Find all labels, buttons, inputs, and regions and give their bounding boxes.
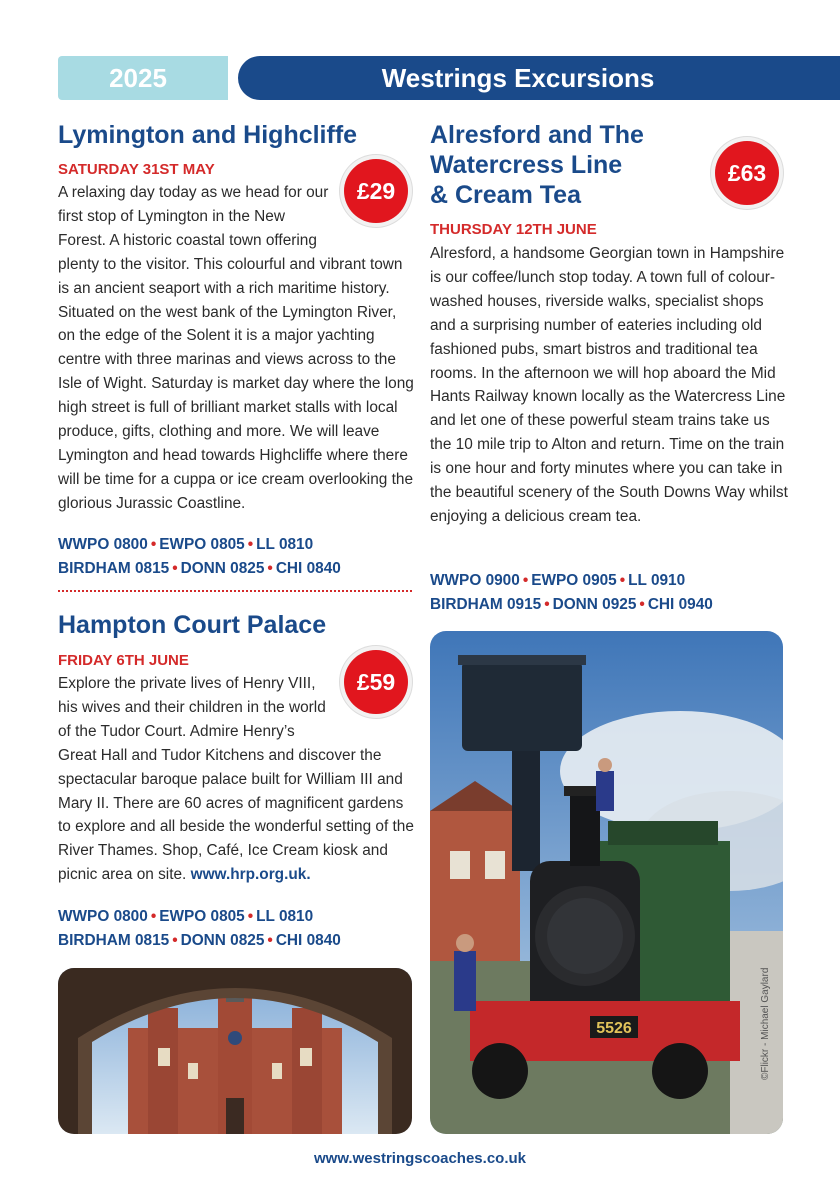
pickup-row: WWPO 0800 • EWPO 0805 • LL 0810 [58, 908, 314, 925]
photo-credit: ©Flickr - Michael Gaylard [760, 967, 771, 1080]
pickup-row: WWPO 0900 • EWPO 0905 • LL 0910 [430, 572, 686, 589]
pickup-stop: DONN 0925 [552, 596, 637, 613]
pickup-stop: CHI 0840 [275, 932, 341, 949]
trip-description-hampton-court [58, 672, 414, 887]
pickup-row: WWPO 0800 • EWPO 0805 • LL 0810 [58, 536, 314, 553]
pickup-stop: LL 0810 [256, 536, 314, 553]
trip-date-hampton-court: FRIDAY 6TH JUNE [58, 652, 189, 669]
hrp-link[interactable]: www.hrp.org.uk. [190, 866, 311, 884]
description-text: Explore the private lives of Henry VIII, his wives and their children in the world of the Tudor Court. Admire Henry’s Great Hall and Tudor Kitchens and discover the spectacular baroque palace built for William III and Mary II. There are 60 acres of magnificent gardens to explore and all beside the wonderful setting of the River Thames. Shop, Café, Ice Cream kiosk and picnic area on site. [58, 675, 414, 884]
pickup-stop: WWPO 0800 [58, 908, 148, 925]
price-lymington: £29 [356, 177, 396, 204]
locomotive-number: 5526 [596, 1020, 632, 1037]
pickup-stop: BIRDHAM 0915 [430, 596, 542, 613]
pickup-stop: BIRDHAM 0815 [58, 932, 170, 949]
trip-title-lymington: Lymington and Highcliffe [58, 121, 358, 149]
pickup-stop: LL 0810 [256, 908, 314, 925]
steam-train-photo [430, 631, 783, 1134]
trip-description-alresford: Alresford, a handsome Georgian town in Hampshire is our coffee/lunch stop today. A town full of colour-washed houses, riverside walks, specialist shops and a surprising number of eateries including old fashioned pubs, smart bistros and traditional tea rooms. In the afternoon we will hop aboard the Mid Hants Railway known locally as the Watercress Line and let one of these powerful steam trains take us the 10 mile trip to Alton and return. Time on the train is one hour and forty minutes where you can take in the beautiful scenery of the South Downs Way whilst enjoying a delicious cream tea. [430, 245, 788, 525]
price-badge-alresford [715, 141, 779, 205]
pickup-stop: EWPO 0905 [531, 572, 617, 589]
pickup-row: BIRDHAM 0915 • DONN 0925 • CHI 0940 [430, 596, 713, 613]
palace-illustration [58, 968, 412, 1134]
title-bar [238, 56, 840, 100]
pickup-times-alresford [430, 569, 790, 617]
price-hampton-court: £59 [356, 668, 396, 695]
hampton-court-photo [58, 968, 412, 1134]
trip-date-alresford: THURSDAY 12TH JUNE [430, 221, 597, 238]
title-line: Watercress Line [430, 151, 623, 179]
trip-title-alresford [430, 120, 644, 210]
trip-description-lymington [58, 181, 414, 516]
pickup-stop: CHI 0940 [647, 596, 713, 613]
price-alresford: £63 [727, 159, 767, 186]
pickup-stop: CHI 0840 [275, 560, 341, 577]
section-divider [58, 590, 412, 592]
pickup-stop: BIRDHAM 0815 [58, 560, 170, 577]
pickup-times-lymington [58, 533, 414, 581]
pickup-row: BIRDHAM 0815 • DONN 0825 • CHI 0840 [58, 932, 341, 949]
pickup-times-hampton-court [58, 905, 414, 953]
pickup-stop: WWPO 0900 [430, 572, 520, 589]
trip-date-lymington: SATURDAY 31ST MAY [58, 161, 215, 178]
title-line: & Cream Tea [430, 181, 581, 209]
trip-title-hampton-court: Hampton Court Palace [58, 611, 327, 639]
description-text: A relaxing day today as we head for our first stop of Lymington in the New Forest. A historic coastal town offering plenty to the visitor. This colourful and vibrant town is an ancient seaport with a rich maritime history. Situated on the west bank of the Lymington River, on the edge of the Solent it is a major yachting centre with three marinas and views across to the Isle of Wight. Saturday is market day where the long high street is full of brilliant market stalls with local produce, gifts, clothing and more. We will leave Lymington and head towards Highcliffe where there will be time for a cuppa or ice cream overlooking the glorious Jurassic Coastline. [58, 184, 414, 512]
steam-train-illustration [430, 631, 783, 1134]
pickup-stop: WWPO 0800 [58, 536, 148, 553]
year-tab [58, 56, 228, 100]
pickup-stop: EWPO 0805 [159, 536, 245, 553]
title-line: Alresford and The [430, 121, 644, 149]
page-title: Westrings Excursions [381, 63, 655, 93]
pickup-stop: LL 0910 [628, 572, 686, 589]
footer-website[interactable]: www.westringscoaches.co.uk [313, 1150, 526, 1167]
pickup-stop: DONN 0825 [180, 932, 265, 949]
year-label: 2025 [109, 63, 167, 93]
pickup-stop: DONN 0825 [180, 560, 265, 577]
pickup-stop: EWPO 0805 [159, 908, 245, 925]
pickup-row: BIRDHAM 0815 • DONN 0825 • CHI 0840 [58, 560, 341, 577]
